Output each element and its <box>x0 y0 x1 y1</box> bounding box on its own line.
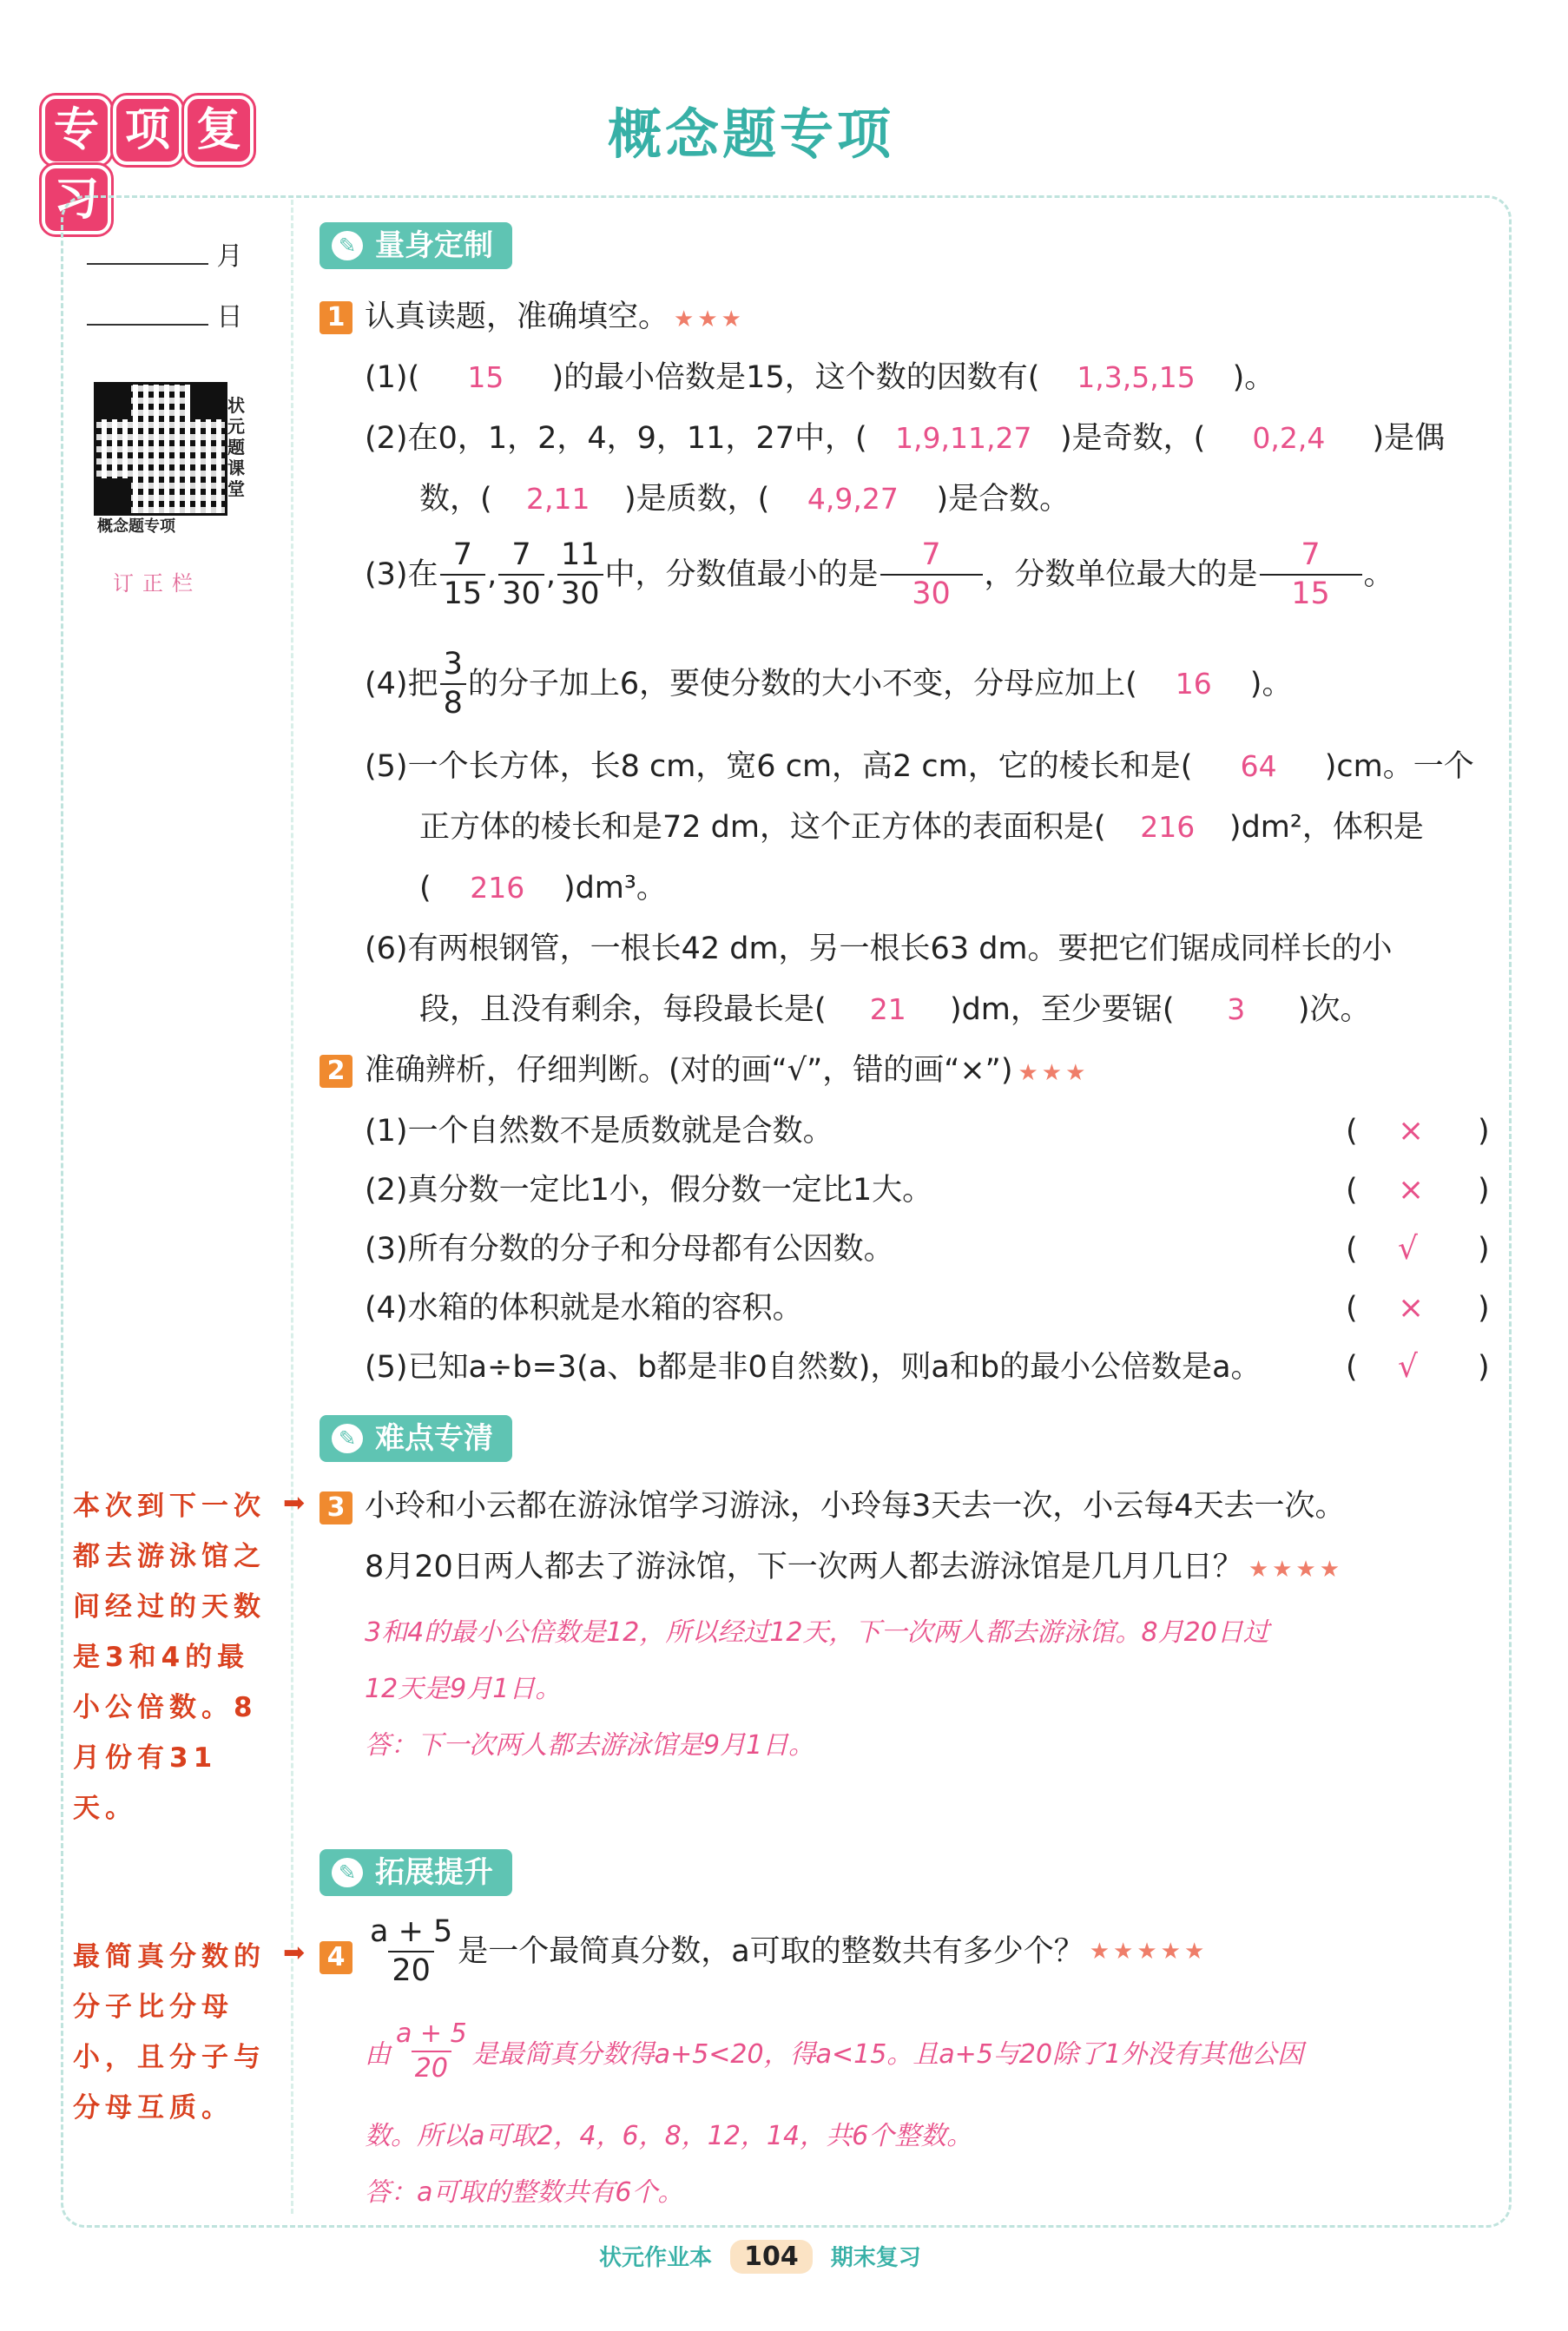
numerator: 7 <box>921 537 941 572</box>
q1-part5-cont <box>419 806 1424 849</box>
text: ，分数单位最大的是 <box>984 557 1258 592</box>
text: 正方体的棱长和是72 dm，这个正方体的表面积是( <box>419 810 1106 845</box>
fraction <box>366 1914 456 1988</box>
page-footer <box>599 2240 921 2272</box>
solution-line: 3和4的最小公倍数是12，所以经过12天，下一次两人都去游泳馆。8月20日过 <box>365 1617 1269 1648</box>
paren: ( <box>1346 1173 1358 1208</box>
q1-part5-end <box>419 866 667 910</box>
answer-blank[interactable]: 15 <box>467 360 504 394</box>
judgment-list <box>365 1110 1493 1405</box>
qr-caption: 概念题专项 <box>97 517 175 536</box>
hint-note: 最简真分数的分子比分母小，且分子与分母互质。 <box>73 1941 266 2124</box>
text: )dm²，体积是 <box>1229 810 1424 845</box>
text: )是偶 <box>1372 421 1446 456</box>
solution-line: 12天是9月1日。 <box>365 1674 562 1704</box>
stem-text: 认真读题，准确填空。 <box>365 300 669 334</box>
numerator: a + 5 <box>396 2018 467 2049</box>
paren: ( <box>1346 1291 1358 1326</box>
section-tag-extension <box>320 1849 512 1896</box>
qr-side-label: 状元题课堂 <box>227 395 245 499</box>
text: (5)一个长方体，长8 cm，宽6 cm，高2 cm，它的棱长和是( <box>365 749 1193 784</box>
difficulty-stars: ★★★★★ <box>1089 1939 1209 1965</box>
fraction <box>498 537 544 611</box>
text: 。 <box>1363 557 1394 592</box>
fraction <box>440 537 486 611</box>
q1-part3: (3)在 $\frac{7}{15}$ , $\frac{7}{30}$ , $\frac{11}{30}$ 中，分数值最小的是 $\frac{7}{30}$ ，分数单位最大的是 $\frac{7}{15}$ 。 <box>365 537 1394 611</box>
question-number: 2 <box>320 1055 352 1088</box>
q1-part5 <box>365 745 1474 788</box>
paren: ( <box>1346 1114 1358 1149</box>
answer-blank[interactable]: 216 <box>470 871 525 905</box>
paren: ) <box>1478 1114 1490 1149</box>
answer-blank[interactable]: 16 <box>1175 667 1212 701</box>
text: )是合数。 <box>936 482 1071 517</box>
correction-label: 订正栏 <box>113 571 201 596</box>
text: )cm。一个 <box>1324 749 1474 784</box>
page-title: 概念题专项 <box>608 102 895 166</box>
answer-fraction[interactable] <box>880 537 983 611</box>
text: 中，分数值最小的是 <box>604 557 879 592</box>
q1-part4 <box>365 649 1292 719</box>
list-item <box>365 1228 1493 1287</box>
text: (1)( <box>365 360 420 395</box>
denominator: 15 <box>440 574 486 609</box>
numerator: 11 <box>560 537 600 572</box>
paren: ) <box>1478 1291 1490 1326</box>
answer-blank[interactable]: 1,9,11,27 <box>895 421 1032 455</box>
answer-mark[interactable]: × <box>1398 1290 1425 1326</box>
fraction <box>557 537 603 611</box>
list-item <box>365 1110 1493 1169</box>
section-tag-tailored <box>320 222 512 269</box>
numerator: 7 <box>511 537 531 572</box>
answer-blank[interactable]: 0,2,4 <box>1252 421 1326 455</box>
question-number: 1 <box>320 301 352 334</box>
text: (4)把 <box>365 667 438 701</box>
denominator: 20 <box>412 2051 451 2082</box>
item-text: (4)水箱的体积就是水箱的容积。 <box>365 1291 803 1326</box>
qr-code-icon[interactable] <box>94 382 227 516</box>
question-stem-cont <box>365 1545 1343 1591</box>
badge-char: 专 <box>42 95 111 165</box>
list-item <box>365 1287 1493 1346</box>
denominator: 30 <box>498 574 544 609</box>
paren: ) <box>1478 1350 1490 1385</box>
text: 段，且没有剩余，每段最长是( <box>419 992 827 1027</box>
item-text: (3)所有分数的分子和分母都有公因数。 <box>365 1232 894 1267</box>
numerator: a + 5 <box>370 1914 453 1949</box>
denominator: 30 <box>880 574 983 609</box>
answer-blank[interactable]: 21 <box>869 992 906 1026</box>
fraction <box>440 649 466 719</box>
answer-mark[interactable]: × <box>1398 1113 1425 1149</box>
pencil-icon: ✎ <box>332 231 363 260</box>
answer-blank[interactable]: 1,3,5,15 <box>1077 360 1196 394</box>
footer-book-title: 状元作业本 <box>599 2245 713 2271</box>
answer-fraction[interactable] <box>1260 537 1362 611</box>
paren: ( <box>1346 1350 1358 1385</box>
text: (2)在0，1，2，4，9，11，27中，( <box>365 421 867 456</box>
month-label: 月 <box>216 241 243 272</box>
arrow-right-icon: ➡ <box>283 1938 306 1968</box>
item-text: (1)一个自然数不是质数就是合数。 <box>365 1114 833 1149</box>
answer-mark[interactable]: × <box>1398 1172 1425 1208</box>
text: )次。 <box>1297 992 1371 1027</box>
hint-note: 本次到下一次都去游泳馆之间经过的天数是3和4的最小公倍数。8月份有31天。 <box>73 1491 266 1824</box>
answer-line: 答：a可取的整数共有6个。 <box>365 2177 684 2208</box>
text: )是质数，( <box>623 482 770 517</box>
numerator: 3 <box>443 647 463 682</box>
badge-char: 项 <box>113 95 182 165</box>
day-blank[interactable] <box>87 298 208 326</box>
answer-blank[interactable]: 216 <box>1140 810 1196 844</box>
section-title: 拓展提升 <box>375 1855 493 1890</box>
denominator: 15 <box>1260 574 1362 609</box>
answer-mark[interactable]: √ <box>1398 1349 1418 1385</box>
question-number: 3 <box>320 1491 352 1524</box>
answer-blank[interactable]: 3 <box>1227 992 1246 1026</box>
answer-blank[interactable]: 2,11 <box>526 482 590 516</box>
text: 的分子加上6，要使分数的大小不变，分母应加上( <box>467 667 1137 701</box>
answer-mark[interactable]: √ <box>1398 1231 1418 1267</box>
text: 由 <box>365 2039 391 2070</box>
text: )的最小倍数是15，这个数的因数有( <box>551 360 1040 395</box>
text: 是最简真分数得a+5<20，得a<15。且a+5与20除了1外没有其他公因 <box>471 2039 1304 2070</box>
stem-text: 8月20日两人都去了游泳馆，下一次两人都去游泳馆是几月几日？ <box>365 1550 1243 1584</box>
paren: ) <box>1478 1173 1490 1208</box>
fraction <box>392 2018 471 2084</box>
section-tag-difficult <box>320 1415 512 1462</box>
text: )是奇数，( <box>1059 421 1206 456</box>
question-stem: 小玲和小云都在游泳馆学习游泳，小玲每3天去一次，小云每4天去一次。 <box>365 1489 1346 1524</box>
text: )。 <box>1232 360 1275 395</box>
text: )dm³。 <box>563 871 667 905</box>
day-label: 日 <box>216 302 243 333</box>
text: (6)有两根钢管，一根长42 dm，另一根长63 dm。要把它们锯成同样长的小 <box>365 932 1393 966</box>
page-number: 104 <box>730 2240 813 2274</box>
question-stem <box>365 295 745 341</box>
pencil-icon: ✎ <box>332 1424 363 1453</box>
difficulty-stars: ★★★ <box>674 306 745 333</box>
text: )。 <box>1249 667 1293 701</box>
q1-part2 <box>365 417 1445 460</box>
badge-char: 习 <box>42 165 111 234</box>
answer-blank[interactable]: 4,9,27 <box>807 482 899 516</box>
text: (3)在 <box>365 557 438 592</box>
arrow-right-icon: ➡ <box>283 1488 306 1518</box>
stem-text: 是一个最简真分数，a可取的整数共有多少个？ <box>458 1934 1084 1969</box>
text: ( <box>419 871 432 905</box>
section-title: 量身定制 <box>375 228 493 263</box>
numerator: 7 <box>1301 537 1321 572</box>
q1-part1 <box>365 356 1275 399</box>
list-item <box>365 1346 1493 1405</box>
month-field[interactable] <box>87 234 243 273</box>
solution-line: 数。所以a可取2，4，6，8，12，14，共6个整数。 <box>365 2121 973 2151</box>
difficulty-stars: ★★★★ <box>1248 1557 1344 1583</box>
month-blank[interactable] <box>87 237 208 265</box>
paren: ( <box>1346 1232 1358 1267</box>
question-number: 4 <box>320 1941 352 1974</box>
pencil-icon: ✎ <box>332 1858 363 1887</box>
answer-blank[interactable]: 64 <box>1240 749 1277 783</box>
list-item <box>365 1169 1493 1228</box>
text: 数，( <box>419 482 492 517</box>
day-field[interactable] <box>87 295 243 333</box>
q1-part6 <box>365 927 1393 971</box>
item-text: (5)已知a÷b=3(a、b都是非0自然数)，则a和b的最小公倍数是a。 <box>365 1350 1262 1385</box>
denominator: 20 <box>388 1951 434 1986</box>
section-title: 难点专清 <box>375 1421 493 1456</box>
question-stem <box>365 1049 1089 1095</box>
section-badge <box>42 95 320 226</box>
q1-part6-cont <box>419 988 1371 1031</box>
denominator: 30 <box>557 574 603 609</box>
solution-line <box>365 2018 1304 2084</box>
badge-char: 复 <box>184 95 254 165</box>
numerator: 7 <box>452 537 472 572</box>
footer-section: 期末复习 <box>830 2245 921 2271</box>
text: )dm，至少要锯( <box>949 992 1175 1027</box>
difficulty-stars: ★★★ <box>1018 1060 1090 1086</box>
paren: ) <box>1478 1232 1490 1267</box>
denominator: 8 <box>440 683 466 719</box>
question-stem <box>365 1914 1209 1988</box>
stem-text: 准确辨析，仔细判断。(对的画“√”，错的画“×”) <box>365 1053 1013 1088</box>
item-text: (2)真分数一定比1小，假分数一定比1大。 <box>365 1173 933 1208</box>
answer-line: 答：下一次两人都去游泳馆是9月1日。 <box>365 1730 815 1761</box>
q1-part2-cont <box>419 477 1070 521</box>
